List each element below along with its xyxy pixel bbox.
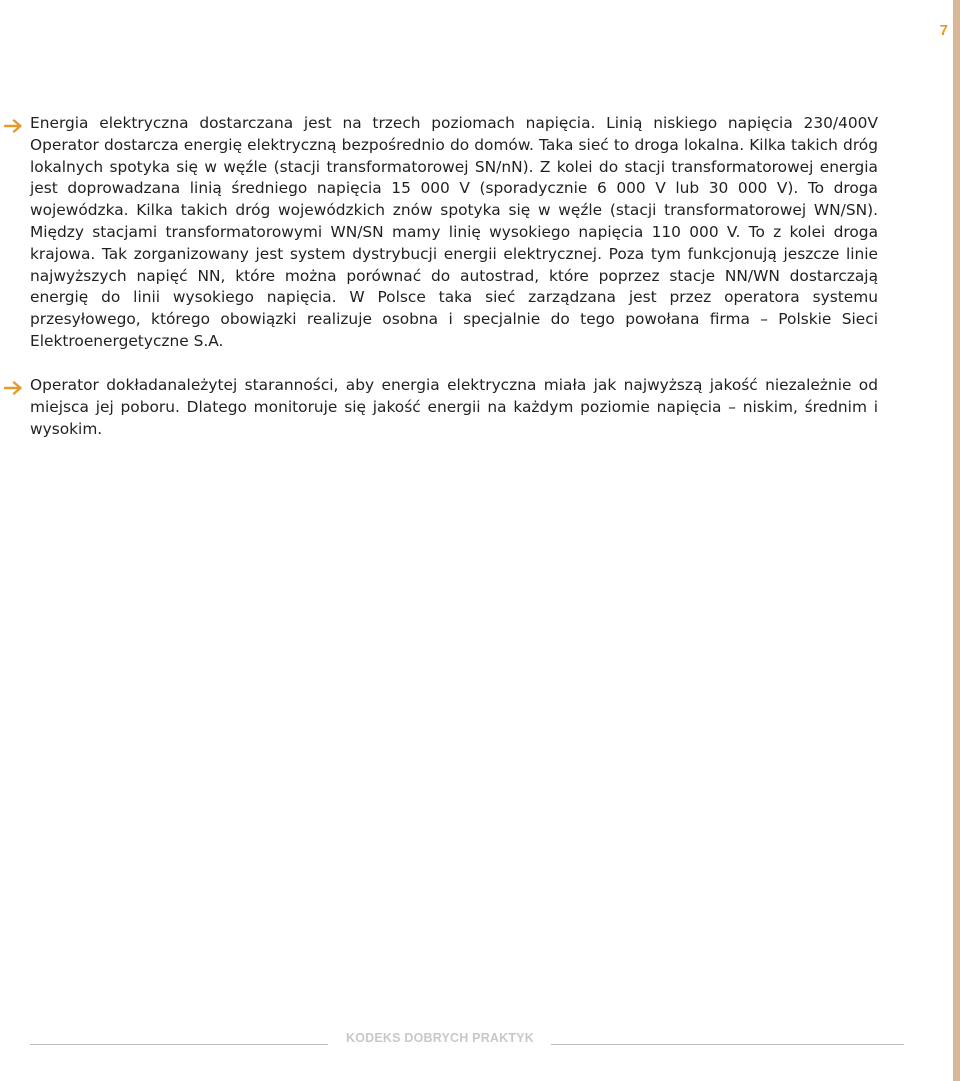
right-edge-stripe bbox=[953, 0, 960, 1081]
footer-rule-left bbox=[30, 1044, 328, 1045]
arrow-right-icon bbox=[4, 381, 24, 395]
footer-rule-right bbox=[551, 1044, 904, 1045]
footer-title: KODEKS DOBRYCH PRAKTYK bbox=[346, 1031, 534, 1045]
arrow-right-icon bbox=[4, 119, 24, 133]
paragraph-distribution: Energia elektryczna dostarczana jest na trzech poziomach napięcia. Linią niskiego napięcia 230/400V Operator dostarcza energię elektryczną bezpośrednio do domów. Taka sieć to droga lokalna. Kilka takich dróg lokalnych spotyka się w węźle (stacji transformatorowej SN/nN). Z kolei do stacji transformatorowej energia jest doprowadzana linią średniego napięcia 15 000 V (sporadycznie 6 000 V lub 30 000 V). To droga wojewódzka. Kilka takich dróg wojewódzkich znów spotyka się w węźle (stacji transformatorowej WN/SN). Między stacjami transformatorowymi WN/SN mamy linię wysokiego napięcia 110 000 V. To z kolei droga krajowa. Tak zorganizowany jest system dystrybucji energii elektrycznej. Poza tym funkcjonują jeszcze linie najwyższych napięć NN, które można porównać do autostrad, które poprzez stacje NN/WN dostarczają energię do linii wysokiego napięcia. W Polsce taka sieć zarządzana jest przez operatora systemu przesyłowego, którego obowiązki realizuje osobna i specjalnie do tego powołana firma – Polskie Sieci Elektroenergetyczne S.A. bbox=[30, 114, 878, 350]
paragraph-quality: Operator dokładanależytej staranności, aby energia elektryczna miała jak najwyższą jakość niezależnie od miejsca jej poboru. Dlatego monitoruje się jakość energii na każdym poziomie napięcia – niskim, średnim i wysokim. bbox=[30, 376, 878, 438]
page-number: 7 bbox=[939, 22, 948, 39]
